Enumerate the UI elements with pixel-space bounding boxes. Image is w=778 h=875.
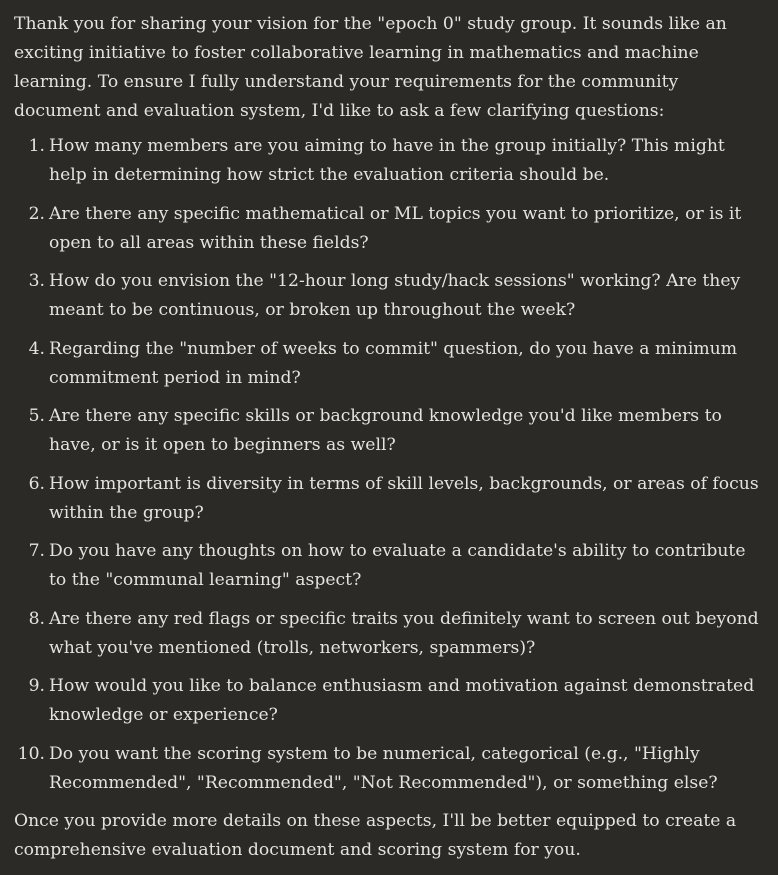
question-text: How important is diversity in terms of skill levels, backgrounds, or areas of focus within the group?	[49, 473, 759, 523]
list-number: 10.	[17, 743, 45, 764]
list-number: 4.	[28, 338, 45, 359]
question-text: How many members are you aiming to have in the group initially? This might help in determining how strict the evaluation criteria should be.	[49, 136, 725, 185]
question-text: Do you want the scoring system to be numerical, categorical (e.g., "Highly Recommended", "Recommended", "Not Recommended"), or something else?	[49, 743, 718, 793]
list-number: 5.	[28, 406, 45, 426]
list-item	[14, 672, 764, 730]
list-item	[14, 605, 764, 663]
question-text: Do you have any thoughts on how to evaluate a candidate's ability to contribute to the "communal learning" aspect?	[49, 541, 746, 590]
list-item	[14, 267, 764, 325]
list-number: 8.	[28, 608, 45, 629]
question-text: Regarding the "number of weeks to commit" question, do you have a minimum commitment period in mind?	[49, 338, 738, 388]
question-text: How do you envision the "12-hour long study/hack sessions" working? Are they meant to be continuous, or broken up throughout the week?	[49, 271, 741, 320]
list-item	[14, 470, 764, 528]
list-number: 6.	[28, 473, 45, 494]
intro-paragraph: Thank you for sharing your vision for the "epoch 0" study group. It sounds like an exciting initiative to foster collaborative learning in mathematics and machine learning. To ensure I fully understand your requirements for the community document and evaluation system, I'd like to ask a few clarifying questions:	[14, 14, 727, 121]
list-item	[14, 402, 764, 460]
list-number: 9.	[28, 676, 45, 696]
list-item	[14, 740, 764, 798]
list-item	[14, 200, 764, 258]
list-number: 2.	[28, 203, 45, 224]
question-text: Are there any specific skills or background knowledge you'd like members to have, or is it open to beginners as well?	[49, 406, 722, 455]
list-item	[14, 537, 764, 595]
question-text: Are there any specific mathematical or ML topics you want to prioritize, or is it open to all areas within these fields?	[49, 203, 742, 253]
list-number: 3.	[28, 271, 45, 291]
list-item	[14, 335, 764, 393]
question-list	[14, 132, 764, 798]
question-text: How would you like to balance enthusiasm and motivation against demonstrated knowledge or experience?	[49, 676, 755, 725]
list-number: 7.	[28, 541, 45, 561]
list-number: 1.	[28, 136, 45, 156]
outro-paragraph: Once you provide more details on these aspects, I'll be better equipped to create a comprehensive evaluation document and scoring system for you.	[14, 811, 737, 860]
list-item	[14, 132, 764, 190]
question-text: Are there any red flags or specific traits you definitely want to screen out beyond what you've mentioned (trolls, networkers, spammers)?	[49, 608, 759, 658]
